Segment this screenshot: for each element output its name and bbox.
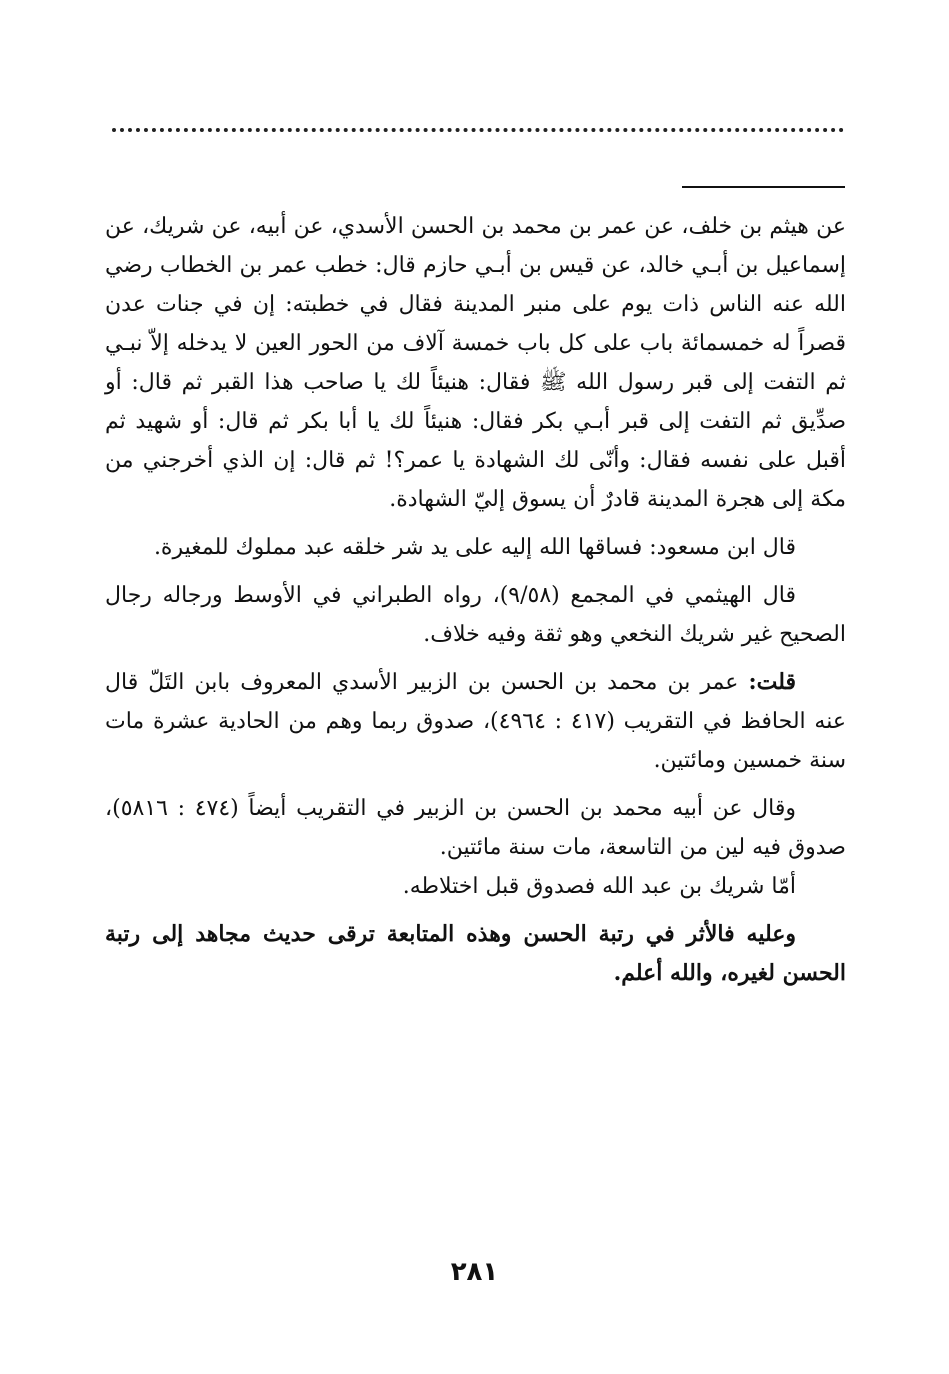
ibn-masud-paragraph: قال ابن مسعود: فساقها الله إليه على يد شر خلقه عبد مملوك للمغيرة. <box>153 535 796 560</box>
text-block <box>105 207 846 993</box>
conclusion-paragraph: وعليه فالأثر في رتبة الحسن وهذه المتابعة ترقى حديث مجاهد إلى رتبة الحسن لغيره، والله أعلم. <box>105 921 846 986</box>
narration-paragraph: عن هيثم بن خلف، عن عمر بن محمد بن الحسن الأسدي، عن أبيه، عن شريك، عن إسماعيل بن أبـي خالد، عن قيس بن أبـي حازم قال: خطب عمر بن الخطاب رضي الله عنه الناس ذات يوم على منبر المدينة فقال في خطبته: إن في جنات عدن قصراً له خمسمائة باب على كل باب خمسة آلاف من الحور العين لا يدخله إلاّ نبـي ثم التفت إلى قبر رسول الله ﷺ فقال: هنيئاً لك يا صاحب هذا القبر ثم قال: أو صدِّيق ثم التفت إلى قبر أبـي بكر فقال: هنيئاً لك يا أبا بكر ثم قال: أو شهيد ثم أقبل على نفسه فقال: وأنّى لك الشهادة يا عمر؟! ثم قال: إن الذي أخرجني من مكة إلى هجرة المدينة قادرٌ أن يسوق إليّ الشهادة. <box>105 214 846 512</box>
qultu-text: عمر بن محمد بن الحسن بن الزبير الأسدي المعروف بابن التَلّ قال عنه الحافظ في التقريب (٤١٧ : ٤٩٦٤)، صدوق ربما وهم من الحادية عشرة مات سنة خمسين ومائتين. <box>105 670 846 773</box>
qultu-paragraph <box>105 663 846 780</box>
haythami-paragraph: قال الهيثمي في المجمع (٩/٥٨)، رواه الطبراني في الأوسط ورجاله رجال الصحيح غير شريك النخعي وهو ثقة وفيه خلاف. <box>105 583 846 647</box>
sharik-paragraph: أمّا شريك بن عبد الله فصدوق قبل اختلاطه. <box>402 874 796 899</box>
page-number: ٢٨١ <box>450 1257 499 1287</box>
footnote-rule <box>682 186 845 188</box>
qultu-label: قلت: <box>748 669 797 695</box>
dotted-divider <box>112 128 844 132</box>
father-paragraph: وقال عن أبيه محمد بن الحسن بن الزبير في التقريب أيضاً (٤٧٤ : ٥٨١٦)، صدوق فيه لين من التاسعة، مات سنة مائتين. <box>105 796 846 860</box>
